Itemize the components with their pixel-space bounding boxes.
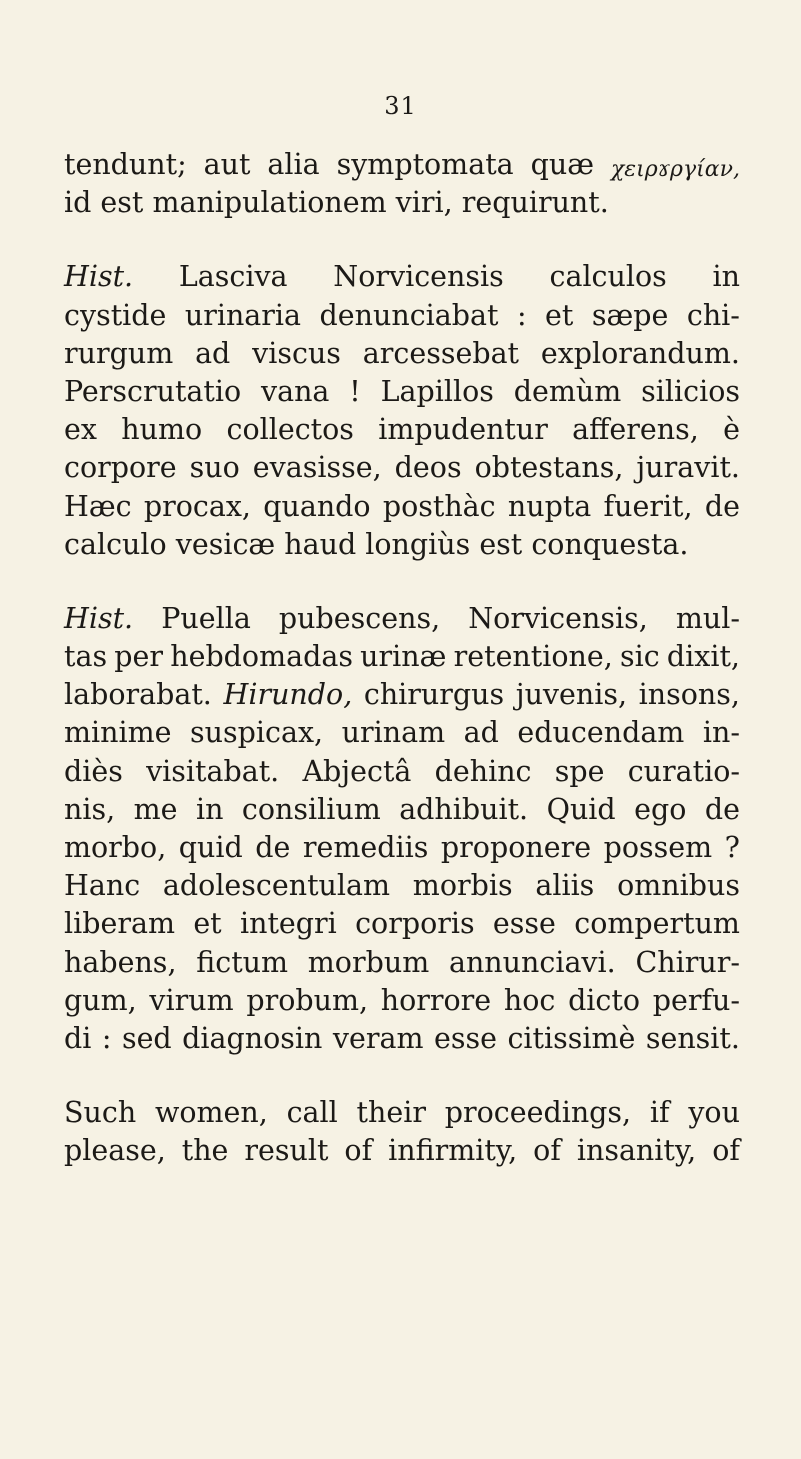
text-line: Such women, call their proceedings, if you (64, 1096, 740, 1130)
text-line: diès visitabat. Abjectâ dehinc spe curatio- (64, 754, 740, 788)
text-line: tendunt; aut alia symptomata quæ χειρɤργίαν, (64, 148, 740, 182)
text-line: liberam et integri corporis esse compertum (64, 907, 740, 941)
paragraph-3 (64, 600, 740, 1058)
text-line: calculo vesicæ haud longiùs est conquesta. (64, 527, 689, 561)
text-line: cystide urinaria denunciabat : et sæpe chi- (64, 298, 740, 332)
text-line: Hæc procax, quando posthàc nupta fuerit, de (64, 489, 740, 523)
text-line: di : sed diagnosin veram esse citissimè sensit. (64, 1021, 740, 1055)
page-number: 31 (384, 92, 417, 120)
text-line: corpore suo evasisse, deos obtestans, juravit. (64, 451, 740, 485)
body-text (64, 146, 740, 1171)
text-line: id est manipulationem viri, requirunt. (64, 186, 609, 220)
paragraph-2 (64, 258, 740, 564)
text-line: morbo, quid de remediis proponere possem ? (64, 831, 740, 864)
text-line: Hist. Lasciva Norvicensis calculos in (64, 260, 740, 294)
text-line: Perscrutatio vana ! Lapillos demùm silicios (64, 374, 740, 408)
paragraph-4 (64, 1094, 740, 1170)
text-line: gum, virum probum, horrore hoc dicto perfu- (64, 983, 740, 1017)
paragraph-1 (64, 146, 740, 222)
text-line: minime suspicax, urinam ad educendam in- (64, 716, 740, 750)
text-line: Hist. Puella pubescens, Norvicensis, mul- (64, 601, 740, 635)
text-line: habens, fictum morbum annunciavi. Chirur- (64, 945, 740, 979)
text-line: rurgum ad viscus arcessebat explorandum. (64, 336, 740, 370)
text-line: ex humo collectos impudentur afferens, è (64, 413, 740, 447)
text-line: Hanc adolescentulam morbis aliis omnibus (64, 869, 740, 903)
text-line: nis, me in consilium adhibuit. Quid ego de (64, 792, 740, 826)
text-line: laborabat. Hirundo, chirurgus juvenis, insons, (64, 678, 740, 712)
text-line: please, the result of infirmity, of insanity, of (64, 1134, 740, 1168)
text-line: tas per hebdomadas urinæ retentione, sic dixit, (64, 640, 740, 674)
